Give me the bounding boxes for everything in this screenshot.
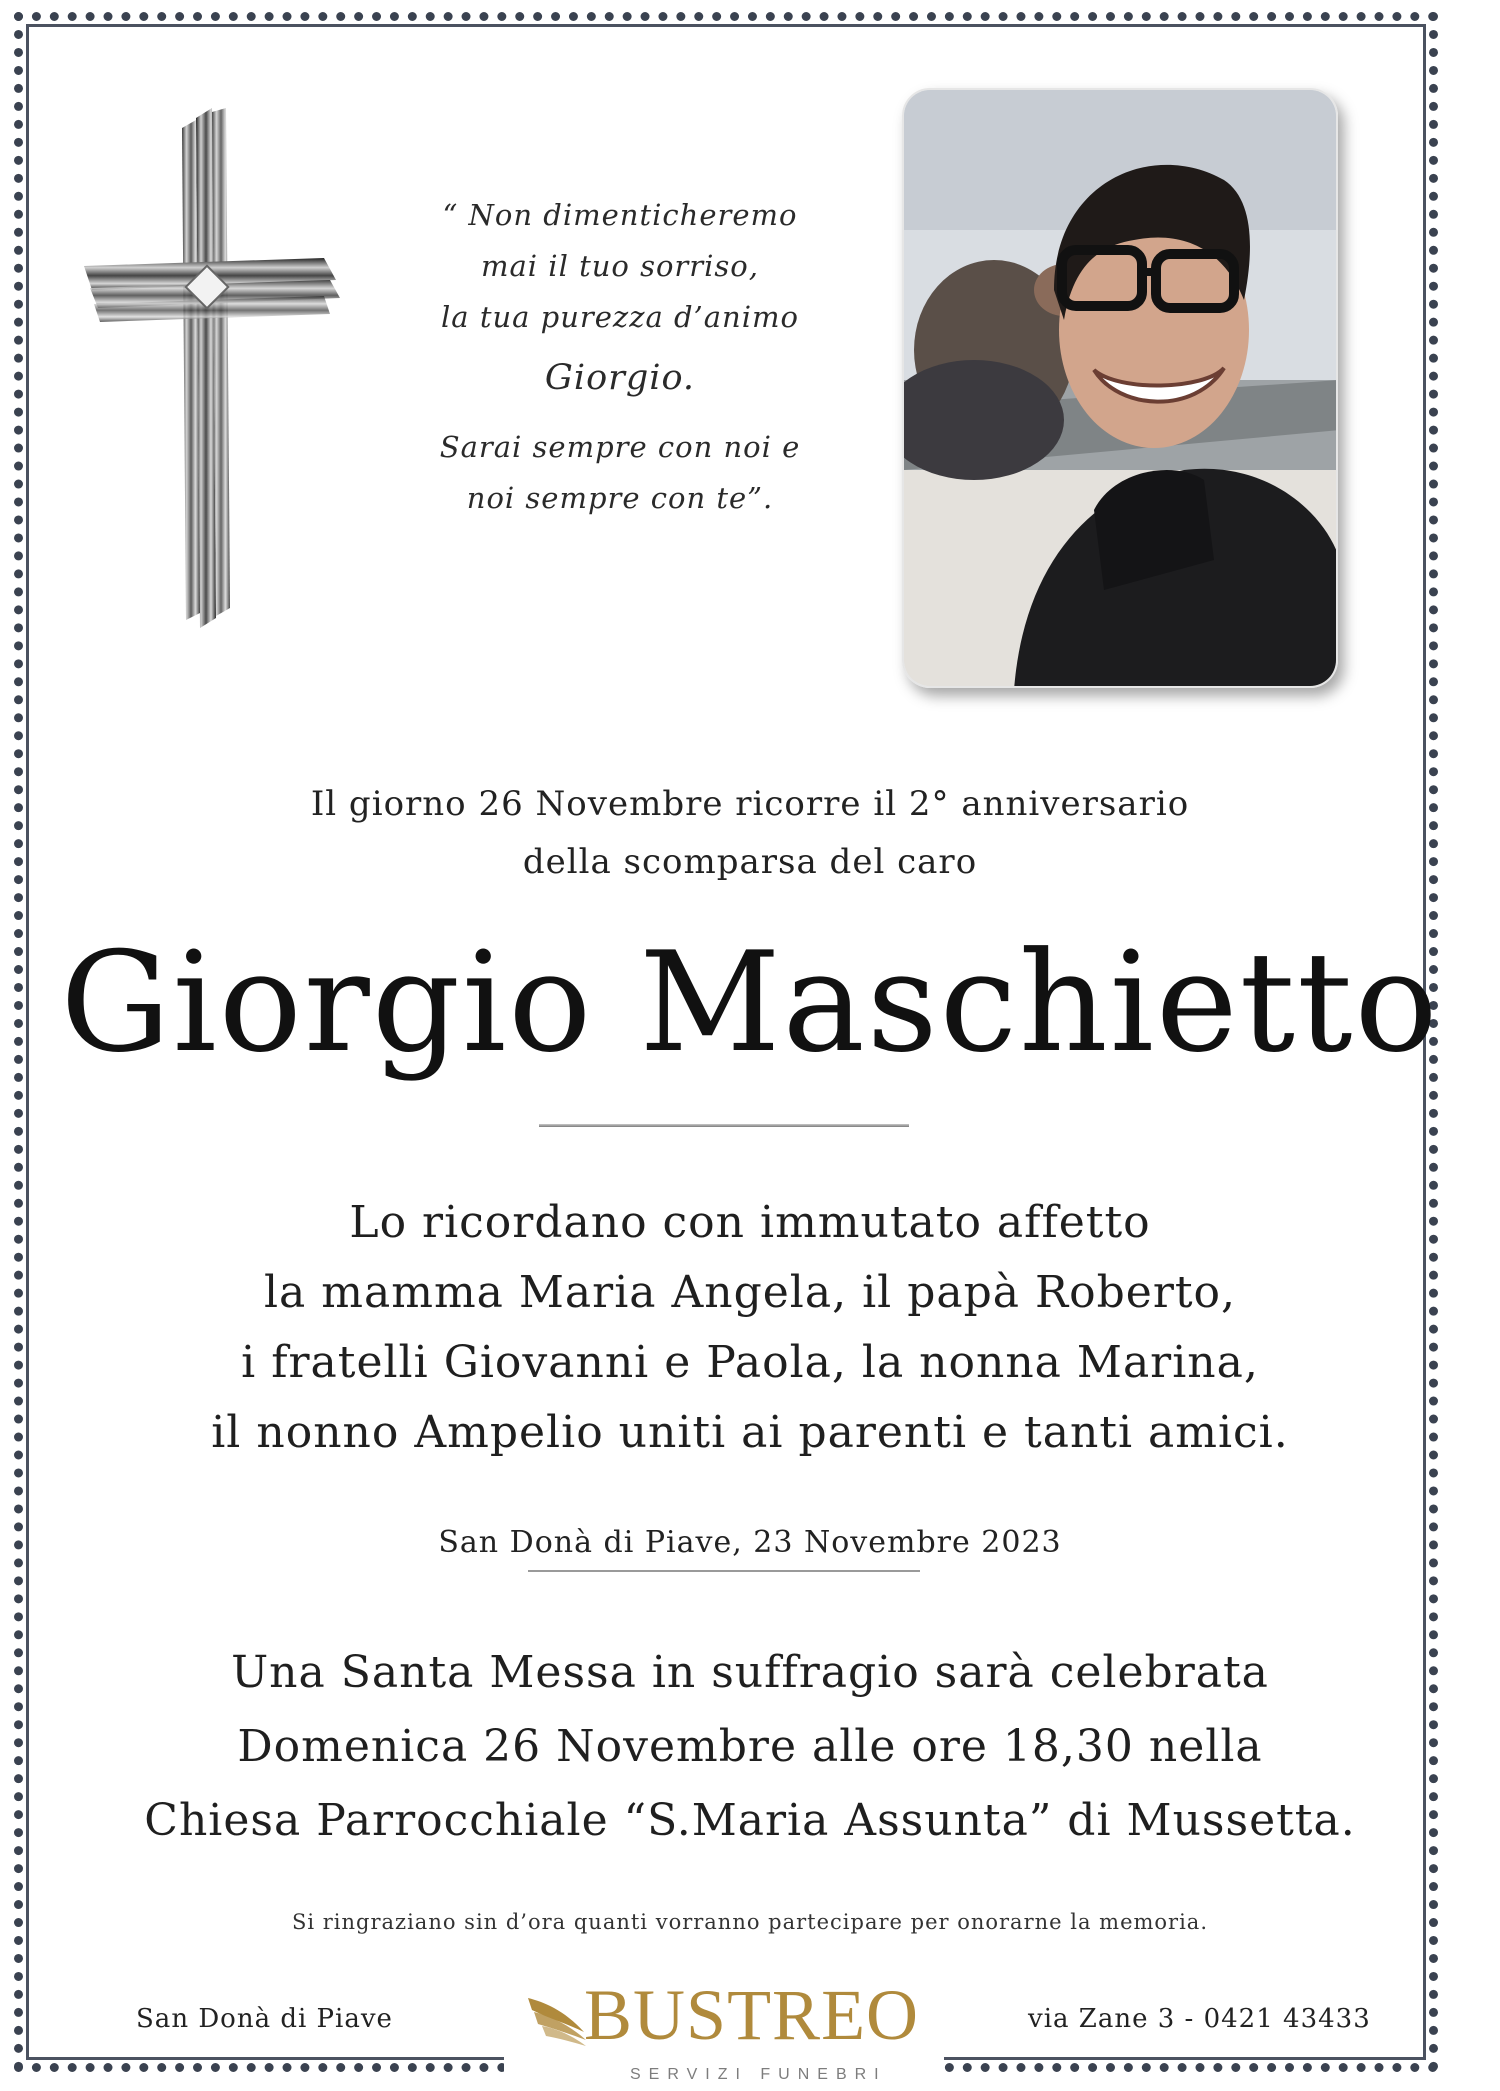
- anniversary-line: della scomparsa del caro: [522, 842, 978, 882]
- quote-name: Giorgio.: [544, 358, 696, 398]
- family-line: Lo ricordano con immutato affetto: [349, 1197, 1151, 1248]
- divider: [528, 1570, 920, 1572]
- quote-line: Sarai sempre con noi e: [439, 430, 801, 464]
- divider: [539, 1124, 909, 1127]
- logo-name: BUSTREO: [584, 1975, 920, 2055]
- anniversary-line: Il giorno 26 Novembre ricorre il 2° anniversario: [310, 784, 1190, 824]
- memorial-quote: [400, 190, 840, 524]
- family-line: il nonno Ampelio uniti ai parenti e tanti amici.: [211, 1407, 1289, 1458]
- logo-subtitle: SERVIZI FUNEBRI: [630, 2066, 887, 2083]
- thanks-note: Si ringraziano sin d’ora quanti vorranno partecipare per onorarne la memoria.: [291, 1910, 1209, 1934]
- quote-line: noi sempre con te”.: [466, 481, 774, 515]
- funeral-home-logo: [504, 1975, 944, 2088]
- family-line: i fratelli Giovanni e Paola, la nonna Marina,: [241, 1337, 1259, 1388]
- mass-announcement: [0, 1636, 1500, 1858]
- footer-contact: via Zane 3 - 0421 43433: [1028, 2004, 1371, 2034]
- portrait-image: [904, 90, 1338, 688]
- mass-line: Una Santa Messa in suffragio sarà celebrata: [231, 1647, 1269, 1698]
- cross-icon: [84, 108, 344, 628]
- portrait-photo: [902, 88, 1338, 688]
- quote-line: “ Non dimenticheremo: [442, 198, 798, 232]
- mass-line: Chiesa Parrocchiale “S.Maria Assunta” di Mussetta.: [144, 1795, 1356, 1846]
- mass-line: Domenica 26 Novembre alle ore 18,30 nella: [237, 1721, 1263, 1772]
- footer-location: San Donà di Piave: [136, 2004, 393, 2034]
- family-message: [0, 1188, 1500, 1468]
- quote-line: mai il tuo sorriso,: [481, 249, 759, 283]
- family-line: la mamma Maria Angela, il papà Roberto,: [263, 1267, 1237, 1318]
- deceased-name: Giorgio Maschietto: [60, 922, 1440, 1083]
- place-date: San Donà di Piave, 23 Novembre 2023: [438, 1525, 1062, 1560]
- quote-line: la tua purezza d’animo: [441, 300, 799, 334]
